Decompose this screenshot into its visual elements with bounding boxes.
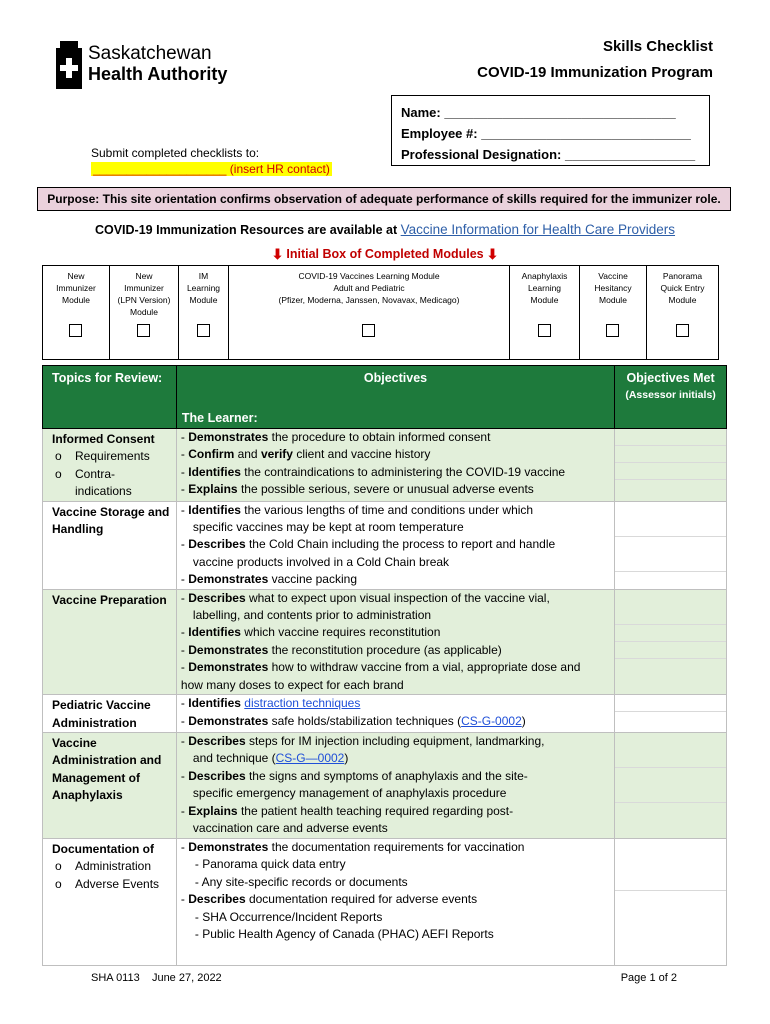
module-checkbox[interactable] — [676, 324, 689, 337]
objectives-header: Objectives The Learner: — [176, 366, 614, 429]
page-subtitle: COVID-19 Immunization Program — [477, 64, 713, 81]
assessor-initials-cell[interactable] — [615, 501, 727, 589]
table-row — [43, 429, 727, 502]
module-anaphylaxis: Anaphylaxis Learning Module — [510, 266, 580, 360]
cs-g-0002-link[interactable]: CS-G-0002 — [461, 713, 522, 728]
purpose-banner: Purpose: This site orientation confirms observation of adequate performance of skills required for the immunizer role. — [37, 187, 731, 211]
saskatchewan-map-cross-icon — [52, 40, 86, 90]
topic-vaccine-administration: Vaccine Administration and Management of Anaphylaxis — [43, 732, 177, 838]
org-name-line2: Health Authority — [88, 64, 228, 84]
module-checkbox[interactable] — [606, 324, 619, 337]
table-row — [43, 732, 727, 838]
modules-table — [42, 265, 719, 360]
objectives-vaccine-storage: - Identifies the various lengths of time and conditions under which specific vaccines may be kept at room temperature - Describes the Cold Chain including the process to report and handle vaccine products involved in a Cold Chain break - Demonstrates vaccine packing — [176, 501, 614, 589]
sha-logo — [52, 40, 252, 90]
topics-header: Topics for Review: — [43, 366, 177, 429]
module-checkbox[interactable] — [362, 324, 375, 337]
distraction-techniques-link[interactable]: distraction techniques — [244, 696, 361, 711]
page-number: Page 1 of 2 — [620, 972, 677, 984]
designation-field[interactable]: Professional Designation: __________________ — [401, 147, 696, 162]
resources-line — [0, 222, 770, 237]
objectives-vaccine-administration: - Describes steps for IM injection including equipment, landmarking, and technique (CS-G—0002) - Describes the signs and symptoms of anaphylaxis and the site- specific emergency management of anaphylaxis procedure - Explains the patient health teaching required regarding post- vaccination care and adverse events — [176, 732, 614, 838]
objectives-documentation: - Demonstrates the documentation requirements for vaccination - Panorama quick data entry - Any site-specific records or documents - Describes documentation required for adverse events - SHA Occurrence/Incident Reports - Public Health Agency of Canada (PHAC) AEFI Reports — [176, 838, 614, 965]
table-row — [43, 838, 727, 965]
topic-documentation: Documentation of o Administration o Adverse Events — [43, 838, 177, 965]
cs-g-0002-link[interactable]: CS-G—0002 — [275, 751, 345, 766]
table-row — [43, 589, 727, 694]
topic-vaccine-preparation: Vaccine Preparation — [43, 589, 177, 694]
initial-box-heading — [0, 246, 770, 263]
learner-label: The Learner: — [181, 410, 258, 425]
hr-contact-field[interactable]: ____________________ (insert HR contact) — [93, 162, 330, 176]
objectives-pediatric-administration: - Identifies distraction techniques - Demonstrates safe holds/stabilization techniques (CS-G-0002) — [176, 695, 614, 733]
module-checkbox[interactable] — [538, 324, 551, 337]
objectives-met-header: Objectives Met (Assessor initials) — [615, 366, 727, 429]
topic-pediatric-administration: Pediatric Vaccine Administration — [43, 695, 177, 733]
assessor-initials-cell[interactable] — [615, 429, 727, 502]
assessor-initials-cell[interactable] — [615, 695, 727, 733]
assessor-initials-cell[interactable] — [615, 589, 727, 694]
arrow-down-icon: ⬇ — [271, 246, 284, 262]
resources-text: COVID-19 Immunization Resources are available at — [94, 223, 398, 237]
module-panorama: Panorama Quick Entry Module — [647, 266, 719, 360]
topic-vaccine-storage: Vaccine Storage and Handling — [43, 501, 177, 589]
table-row — [43, 501, 727, 589]
assessor-initials-cell[interactable] — [615, 732, 727, 838]
form-code-date: SHA 0113 June 27, 2022 — [91, 972, 222, 984]
module-covid19-vaccines: COVID-19 Vaccines Learning Module Adult and Pediatric (Pfizer, Moderna, Janssen, Novavax, Medicago) — [229, 266, 510, 360]
module-vaccine-hesitancy: Vaccine Hesitancy Module — [580, 266, 647, 360]
objectives-vaccine-preparation: - Describes what to expect upon visual inspection of the vaccine vial, labelling, and contents prior to administration - Identifies which vaccine requires reconstitution - Demonstrates the reconstitution procedure (as applicable) - Demonstrates how to withdraw vaccine from a vial, appropriate dose and how many doses to expect for each brand — [176, 589, 614, 694]
module-new-immunizer-lpn: New Immunizer (LPN Version) Module — [110, 266, 179, 360]
employee-info-box — [391, 95, 710, 166]
topic-informed-consent: Informed Consent o Requirements o Contra- indications — [43, 429, 177, 502]
name-field[interactable]: Name: ________________________________ — [401, 105, 676, 120]
assessor-initials-cell[interactable] — [615, 838, 727, 965]
module-checkbox[interactable] — [69, 324, 82, 337]
submit-label: Submit completed checklists to: — [91, 146, 260, 160]
skills-table — [42, 365, 727, 966]
org-name-line1: Saskatchewan — [88, 43, 212, 64]
page-title: Skills Checklist — [602, 38, 713, 55]
employee-number-field[interactable]: Employee #: _____________________________ — [401, 126, 691, 141]
table-row — [43, 695, 727, 733]
module-im-learning: IM Learning Module — [179, 266, 229, 360]
module-checkbox[interactable] — [137, 324, 150, 337]
vaccine-info-link[interactable]: Vaccine Information for Health Care Providers — [400, 222, 676, 237]
table-header — [43, 366, 727, 429]
initial-box-label: Initial Box of Completed Modules — [286, 247, 484, 261]
arrow-down-icon: ⬇ — [486, 246, 499, 262]
module-new-immunizer: New Immunizer Module — [43, 266, 110, 360]
module-checkbox[interactable] — [197, 324, 210, 337]
objectives-informed-consent: - Demonstrates the procedure to obtain informed consent - Confirm and verify client and vaccine history - Identifies the contraindications to administering the COVID-19 vaccine - Explains the possible serious, severe or unusual adverse events — [176, 429, 614, 502]
